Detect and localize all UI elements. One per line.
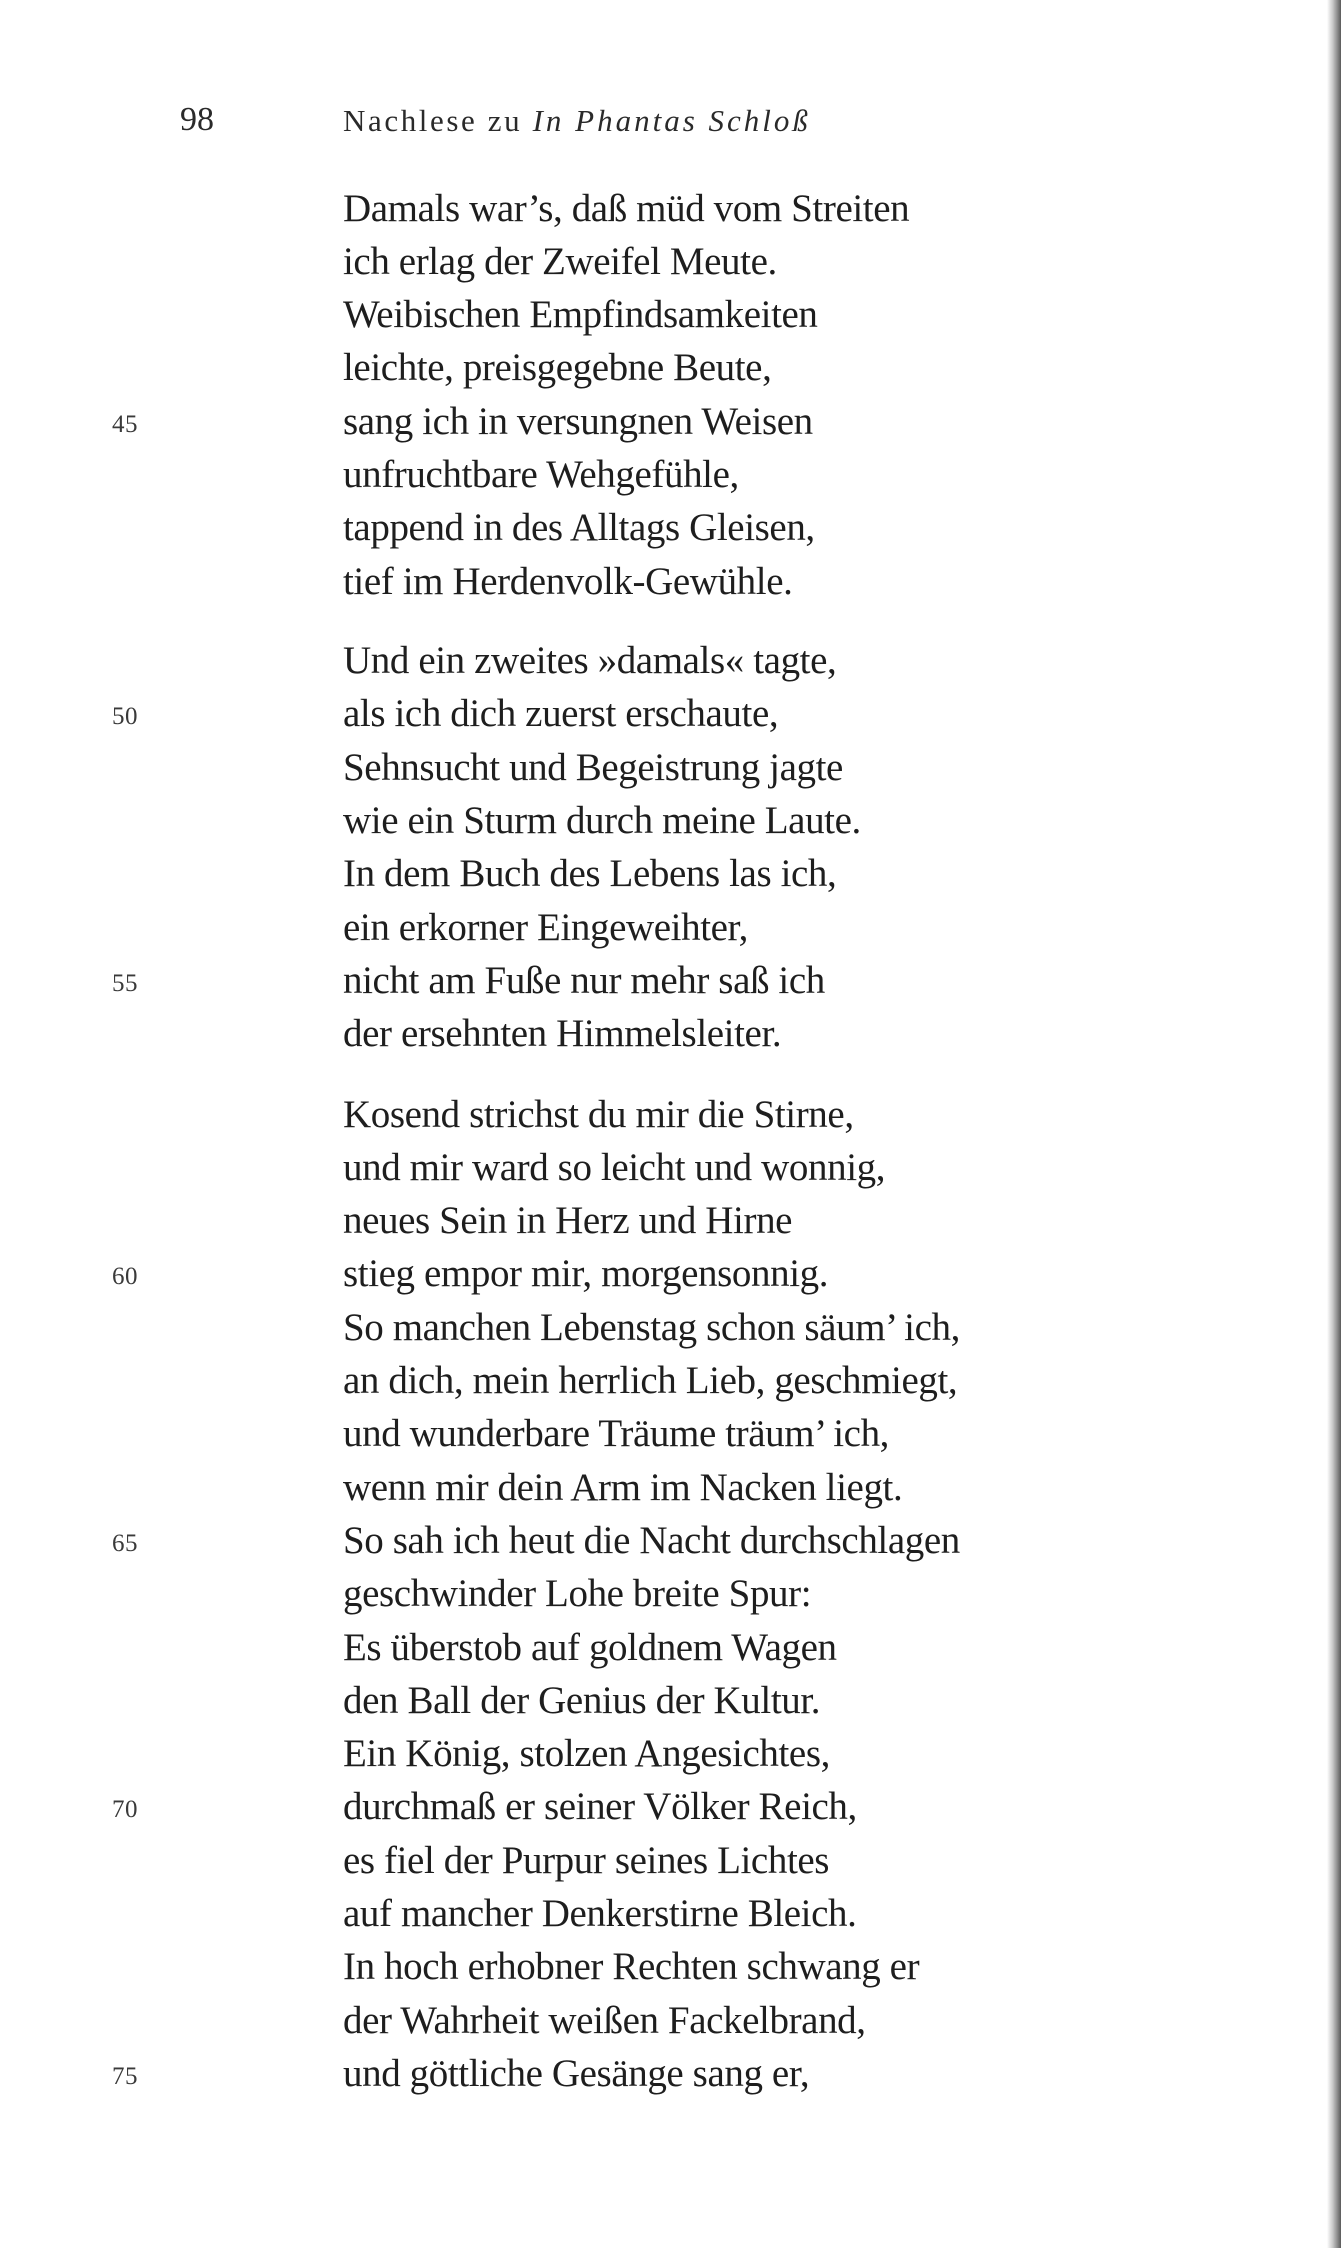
line-number: 75: [112, 2062, 138, 2090]
verse-line: [343, 1461, 960, 1514]
verse-line: [343, 1088, 960, 1141]
verse-line: [343, 1727, 960, 1780]
line-number: 60: [112, 1263, 138, 1291]
verse-text: Ein König, stolzen Angesichtes,: [343, 1732, 830, 1776]
verse-line: [343, 1621, 960, 1674]
running-head-prefix: Nachlese zu: [343, 103, 523, 138]
verse-line: [112, 687, 861, 740]
verse-line: [112, 954, 861, 1007]
verse-line: [343, 1007, 861, 1060]
stanza: [112, 182, 910, 608]
verse-text: Damals war’s, daß müd vom Streiten: [343, 186, 910, 230]
verse-line: [343, 1940, 960, 1993]
verse-text: unfruchtbare Wehgefühle,: [343, 453, 739, 497]
verse-line: [343, 1834, 960, 1887]
verse-text: als ich dich zuerst erschaute,: [343, 692, 779, 736]
verse-text: tief im Herdenvolk-Gewühle.: [343, 559, 793, 603]
verse-line: [343, 741, 861, 794]
verse-line: [112, 2047, 960, 2100]
line-number: 70: [112, 1796, 138, 1824]
line-number: 65: [112, 1529, 138, 1557]
verse-text: In dem Buch des Lebens las ich,: [343, 852, 837, 896]
verse-text: So sah ich heut die Nacht durchschlagen: [343, 1518, 960, 1562]
verse-text: nicht am Fuße nur mehr saß ich: [343, 958, 825, 1002]
verse-line: [343, 448, 909, 501]
verse-text: ein erkorner Eingeweihter,: [343, 905, 748, 949]
verse-text: In hoch erhobner Rechten schwang er: [343, 1945, 920, 1989]
verse-line: [112, 395, 909, 448]
verse-line: [343, 1141, 960, 1194]
page-edge-shadow: [1327, 0, 1341, 2248]
verse-text: tappend in des Alltags Gleisen,: [343, 506, 815, 550]
verse-text: sang ich in versungnen Weisen: [343, 399, 813, 443]
verse-line: [343, 794, 861, 847]
line-number: 50: [112, 703, 138, 731]
verse-line: [343, 288, 909, 341]
verse-line: [112, 1514, 960, 1567]
verse-text: So manchen Lebenstag schon säum’ ich,: [343, 1305, 960, 1349]
verse-text: der Wahrheit weißen Fackelbrand,: [343, 1998, 866, 2042]
verse-text: auf mancher Denkerstirne Bleich.: [343, 1892, 857, 1936]
verse-text: stieg empor mir, morgensonnig.: [343, 1252, 829, 1296]
verse-text: Sehnsucht und Begeistrung jagte: [343, 745, 843, 789]
verse-text: und wunderbare Träume träum’ ich,: [343, 1412, 890, 1456]
page-number: 98: [180, 101, 214, 138]
verse-line: [343, 1194, 960, 1247]
verse-text: der ersehnten Himmelsleiter.: [343, 1012, 782, 1056]
verse-line: [343, 1354, 960, 1407]
line-number: 45: [112, 410, 138, 438]
verse-line: [343, 501, 909, 554]
verse-text: und göttliche Gesänge sang er,: [343, 2051, 810, 2095]
verse-text: Es überstob auf goldnem Wagen: [343, 1625, 837, 1669]
verse-line: [343, 341, 909, 394]
verse-line: [343, 634, 861, 687]
verse-text: geschwinder Lohe breite Spur:: [343, 1572, 812, 1616]
verse-line: [112, 1247, 960, 1300]
verse-text: durchmaß er seiner Völker Reich,: [343, 1785, 857, 1829]
verse-text: ich erlag der Zweifel Meute.: [343, 239, 777, 283]
verse-text: wenn mir dein Arm im Nacken liegt.: [343, 1465, 903, 1509]
running-head-title: In Phantas Schloß: [532, 103, 811, 138]
verse-line: [343, 555, 909, 608]
verse-text: an dich, mein herrlich Lieb, geschmiegt,: [343, 1359, 958, 1403]
verse-text: Und ein zweites »damals« tagte,: [343, 639, 837, 683]
verse-text: den Ball der Genius der Kultur.: [343, 1678, 821, 1722]
stanza: [112, 634, 861, 1060]
stanza: [112, 1088, 960, 2101]
verse-line: [112, 1780, 960, 1833]
verse-text: neues Sein in Herz und Hirne: [343, 1199, 793, 1243]
verse-line: [343, 1994, 960, 2047]
verse-line: [343, 1407, 960, 1460]
line-number: 55: [112, 969, 138, 997]
verse-text: Kosend strichst du mir die Stirne,: [343, 1092, 854, 1136]
verse-line: [343, 182, 909, 235]
verse-line: [343, 1887, 960, 1940]
running-head: [343, 101, 811, 141]
verse-text: Weibischen Empfindsamkeiten: [343, 293, 818, 337]
verse-line: [343, 901, 861, 954]
verse-line: [343, 1567, 960, 1620]
verse-text: es fiel der Purpur seines Lichtes: [343, 1838, 830, 1882]
verse-text: leichte, preisgegebne Beute,: [343, 346, 772, 390]
verse-line: [343, 1301, 960, 1354]
verse-text: und mir ward so leicht und wonnig,: [343, 1145, 886, 1189]
verse-line: [343, 847, 861, 900]
verse-text: wie ein Sturm durch meine Laute.: [343, 799, 861, 843]
verse-line: [343, 1674, 960, 1727]
verse-line: [343, 235, 909, 288]
